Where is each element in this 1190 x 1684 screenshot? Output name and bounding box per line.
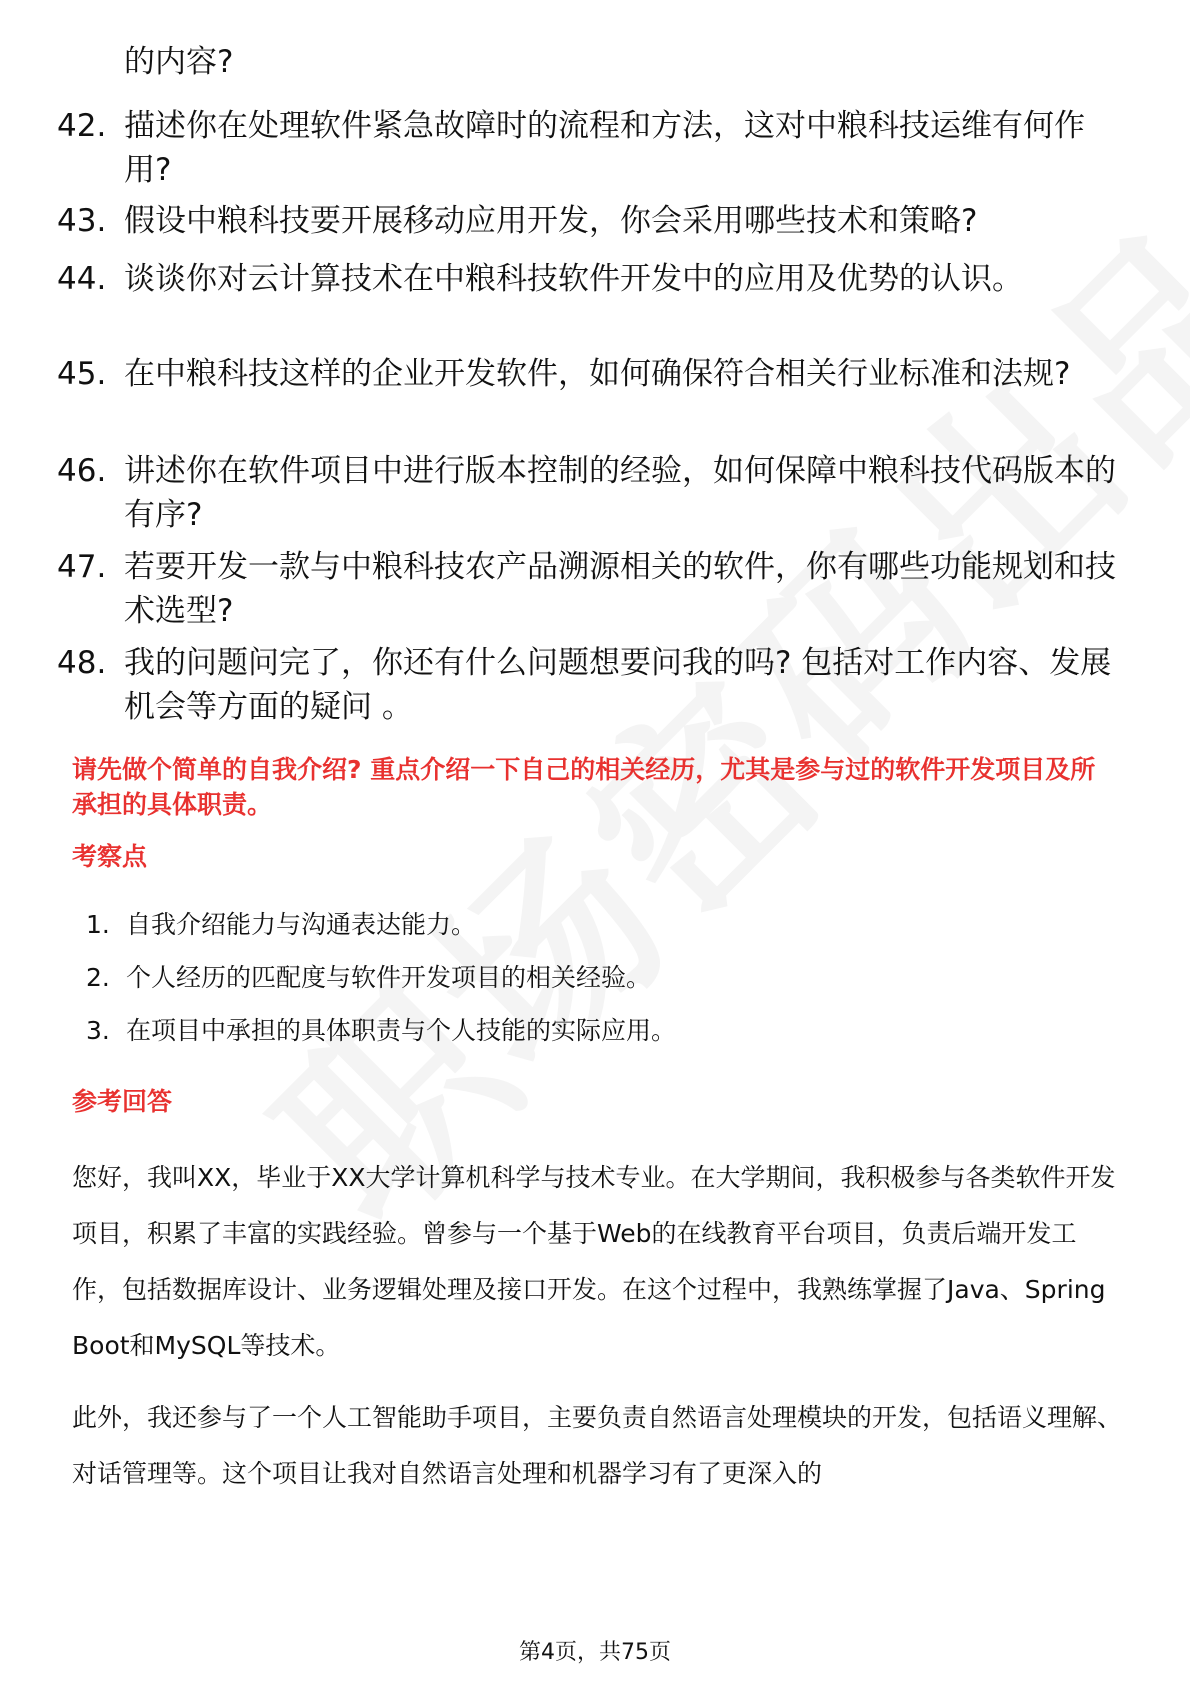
question-number: [57, 40, 124, 84]
question-number: 47.: [57, 549, 107, 585]
list-item: [86, 908, 1086, 942]
answer-paragraph: 您好，我叫XX，毕业于XX大学计算机科学与技术专业。在大学期间，我积极参与各类软件开发项目，积累了丰富的实践经验。曾参与一个基于Web的在线教育平台项目，负责后端开发工作，包括数据库设计、业务逻辑处理及接口开发。在这个过程中，我熟练掌握了Java、Spring Boot和MySQL等技术。: [72, 1163, 1116, 1360]
question-number: 44.: [57, 261, 107, 297]
answer-title: 参考回答: [72, 1087, 173, 1116]
point-text: 在项目中承担的具体职责与个人技能的实际应用。: [126, 1016, 677, 1045]
question-text: 描述你在处理软件紧急故障时的流程和方法，这对中粮科技运维有何作用?: [124, 108, 1085, 188]
list-item: [57, 257, 1117, 301]
question-number: 45.: [57, 356, 107, 392]
question-text: 讲述你在软件项目中进行版本控制的经验，如何保障中粮科技代码版本的有序?: [124, 453, 1116, 533]
point-number: 2.: [86, 963, 110, 992]
list-item: [57, 352, 1117, 396]
list-item: [86, 961, 1086, 995]
point-text: 自我介绍能力与沟通表达能力。: [126, 910, 477, 939]
point-number: 3.: [86, 1016, 110, 1045]
question-number: 46.: [57, 453, 107, 489]
list-item: [86, 1014, 1086, 1048]
question-text: 假设中粮科技要开展移动应用开发，你会采用哪些技术和策略?: [124, 203, 978, 239]
page-number: 第4页，共75页: [519, 1640, 671, 1665]
list-item: [57, 545, 1117, 633]
list-item: [57, 40, 1117, 84]
list-item: [57, 199, 1117, 243]
question-number: 48.: [57, 645, 107, 681]
section-heading: 请先做个简单的自我介绍? 重点介绍一下自己的相关经历，尤其是参与过的软件开发项目及所承担的具体职责。: [72, 755, 1096, 819]
point-text: 个人经历的匹配度与软件开发项目的相关经验。: [126, 963, 652, 992]
list-item: [57, 641, 1117, 729]
question-text: 若要开发一款与中粮科技农产品溯源相关的软件，你有哪些功能规划和技术选型?: [124, 549, 1116, 629]
answer-paragraph: 此外，我还参与了一个人工智能助手项目，主要负责自然语言处理模块的开发，包括语义理解、对话管理等。这个项目让我对自然语言处理和机器学习有了更深入的: [72, 1403, 1123, 1488]
question-number: 43.: [57, 203, 107, 239]
list-item: [57, 104, 1117, 192]
points-title: 考察点: [72, 842, 148, 871]
point-number: 1.: [86, 910, 110, 939]
question-text: 我的问题问完了，你还有什么问题想要问我的吗? 包括对工作内容、发展机会等方面的疑问 。: [124, 645, 1112, 725]
list-item: [57, 449, 1117, 537]
question-text: 谈谈你对云计算技术在中粮科技软件开发中的应用及优势的认识。: [124, 261, 1023, 297]
question-text: 的内容?: [124, 44, 234, 80]
question-text: 在中粮科技这样的企业开发软件，如何确保符合相关行业标准和法规?: [124, 356, 1071, 392]
question-number: 42.: [57, 108, 107, 144]
